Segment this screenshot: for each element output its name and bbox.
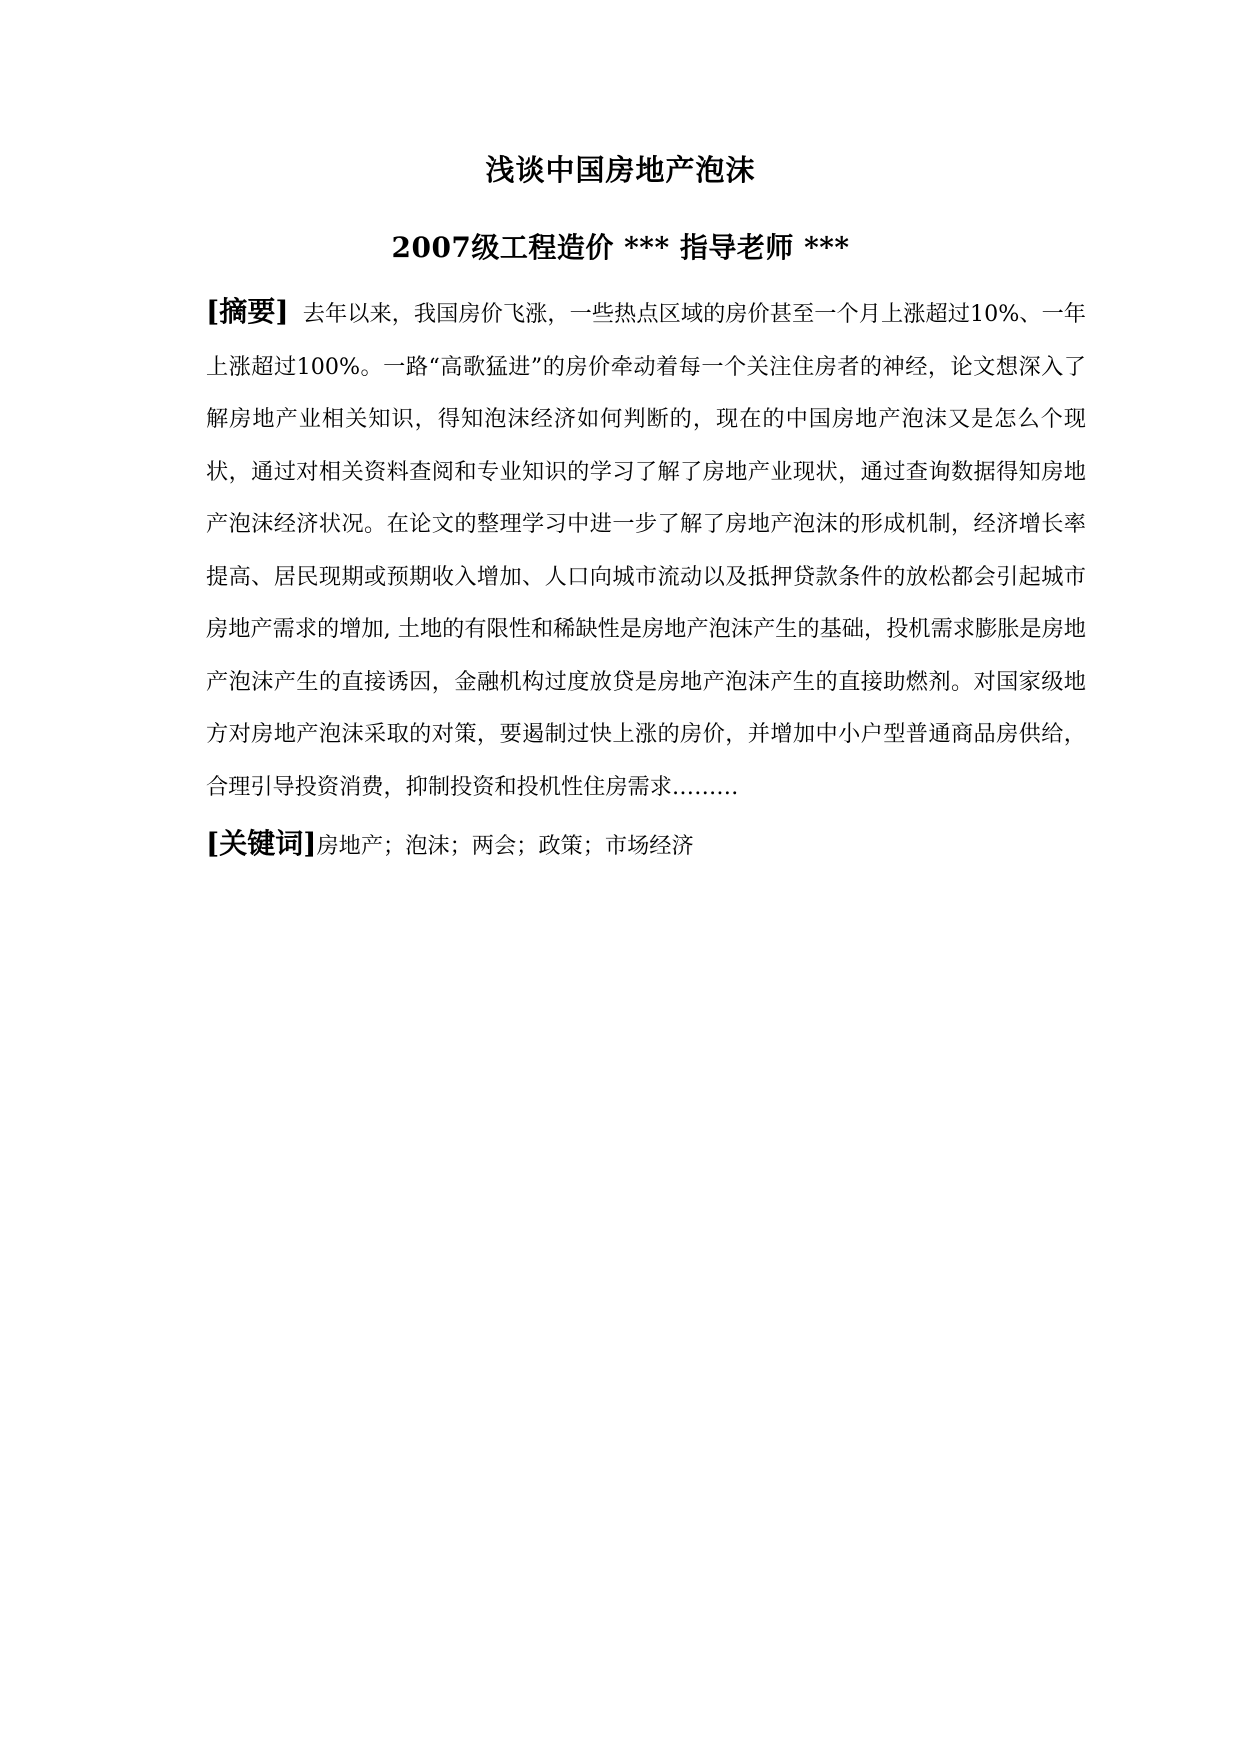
abstract-text: 去年以来，我国房价飞涨，一些热点区域的房价甚至一个月上涨超过10%、一年上涨超过100%。一路“高歌猛进”的房价牵动着每一个关注住房者的神经，论文想深入了解房地产业相关知识，得知泡沫经济如何判断的，现在的中国房地产泡沫又是怎么个现状，通过对相关资料查阅和专业知识的学习了解了房地产业现状，通过查询数据得知房地产泡沫经济状况。在论文的整理学习中进一步了解了房地产泡沫的形成机制，经济增长率提高、居民现期或预期收入增加、人口向城市流动以及抵押贷款条件的放松都会引起城市房地产需求的增加, 土地的有限性和稀缺性是房地产泡沫产生的基础，投机需求膨胀是房地产泡沫产生的直接诱因，金融机构过度放贷是房地产泡沫产生的直接助燃剂。对国家级地方对房地产泡沫采取的对策，要遏制过快上涨的房价，并增加中小户型普通商品房供给，合理引导投资消费，抑制投资和投机性住房需求……… — [206, 301, 1086, 800]
keywords-line — [206, 818, 1086, 872]
keywords-label: [关键词] — [206, 827, 317, 860]
paper-title: 浅谈中国房地产泡沫 — [485, 153, 756, 187]
abstract-label: [摘要] — [206, 295, 289, 328]
abstract-paragraph — [206, 286, 1086, 813]
keywords-text: 房地产；泡沫；两会；政策；市场经济 — [316, 833, 694, 859]
author-line: 2007级工程造价 *** 指导老师 *** — [391, 231, 850, 264]
